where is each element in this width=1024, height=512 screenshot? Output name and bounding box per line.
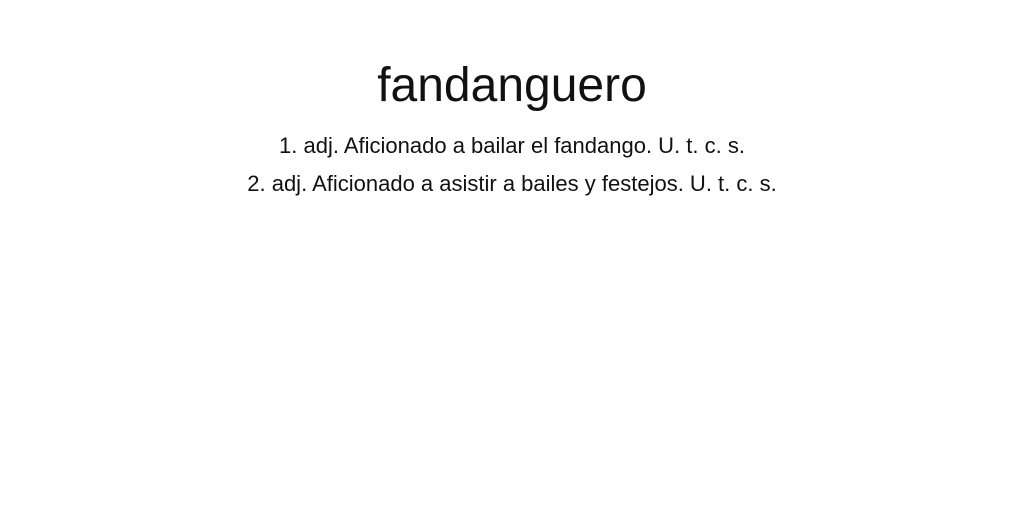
sense-1: 1. adj. Aficionado a bailar el fandango. U. t. c. s. [279,133,745,158]
headword: fandanguero [377,59,647,112]
sense-2: 2. adj. Aficionado a asistir a bailes y festejos. U. t. c. s. [247,171,777,196]
sense-list [0,127,1024,203]
